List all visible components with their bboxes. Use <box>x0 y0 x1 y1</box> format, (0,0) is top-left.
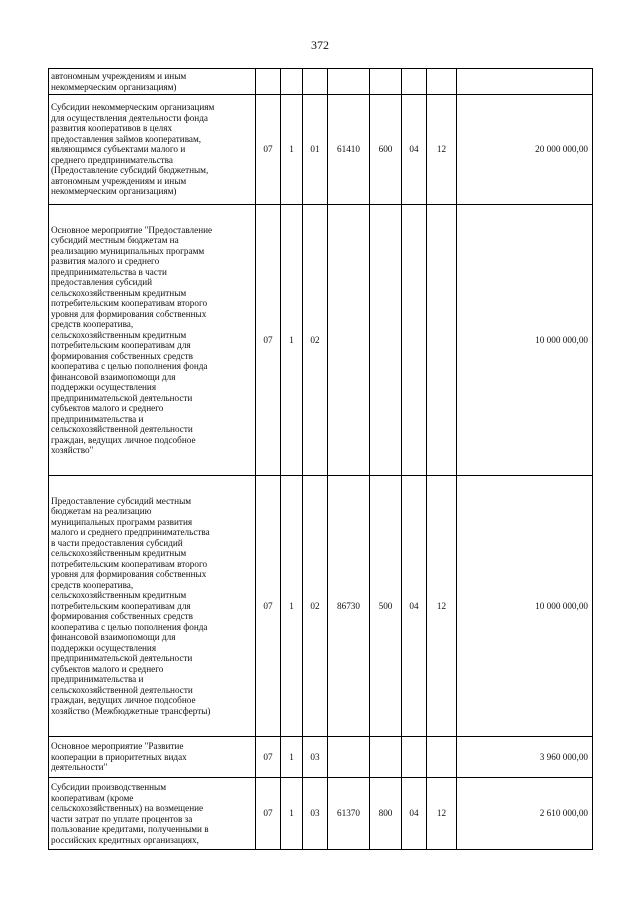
code-expense-type <box>370 737 402 778</box>
code-section: 07 <box>256 737 281 778</box>
code-expense-type: 800 <box>370 778 402 850</box>
code-section: 07 <box>256 205 281 476</box>
code-subprogram: 02 <box>303 205 328 476</box>
code-subprogram: 02 <box>303 476 328 737</box>
code-subsection: 12 <box>427 95 457 205</box>
table-row <box>49 205 593 476</box>
code-subprogram: 03 <box>303 778 328 850</box>
code-direction: 61410 <box>328 95 370 205</box>
code-expense-type: 500 <box>370 476 402 737</box>
code-chapter <box>402 205 427 476</box>
row-amount <box>457 69 593 95</box>
row-description: Предоставление субсидий местным бюджетам на реализацию муниципальных программ развития малого и среднего предпринимательства в части предоставления субсидий сельскохозяйственным кредитным потребительским кооперативам второго уровня для формирования собственных средств кооператива, сельскохозяйственным кредитным потребительским кооперативам для формирования собственных средств кооператива с целью пополнения фонда финансовой взаимопомощи для поддержки осуществления предпринимательской деятельности субъектов малого и среднего предпринимательства и сельскохозяйственной деятельности граждан, ведущих личное подсобное хозяйство (Межбюджетные трансферты) <box>49 476 256 737</box>
code-chapter: 04 <box>402 476 427 737</box>
code-direction <box>328 205 370 476</box>
row-amount: 10 000 000,00 <box>457 205 593 476</box>
row-description: Субсидии производственным кооперативам (кроме сельскохозяйственных) на возмещение части затрат по уплате процентов за пользование кредитами, полученными в российских кредитных организациях, <box>49 778 256 850</box>
code-subprogram: 01 <box>303 95 328 205</box>
row-description: Субсидии некоммерческим организациям для осуществления деятельности фонда развития кооперативов в целях предоставления займов кооперативам, являющимся субъектами малого и среднего предпринимательства (Предоставление субсидий бюджетным, автономным учреждениям и иным некоммерческим организациям) <box>49 95 256 205</box>
code-subprogram: 03 <box>303 737 328 778</box>
code-program: 1 <box>281 95 303 205</box>
table-row <box>49 95 593 205</box>
code-section <box>256 69 281 95</box>
row-description: автономным учреждениям и иным некоммерческим организациям) <box>49 69 256 95</box>
budget-table <box>48 68 593 850</box>
code-expense-type <box>370 69 402 95</box>
code-direction <box>328 737 370 778</box>
table-row <box>49 69 593 95</box>
code-section: 07 <box>256 476 281 737</box>
row-amount: 3 960 000,00 <box>457 737 593 778</box>
code-section: 07 <box>256 778 281 850</box>
code-expense-type <box>370 205 402 476</box>
table-row <box>49 737 593 778</box>
table-body <box>49 69 593 850</box>
code-section: 07 <box>256 95 281 205</box>
page-number: 372 <box>311 38 329 52</box>
row-amount: 10 000 000,00 <box>457 476 593 737</box>
code-direction: 86730 <box>328 476 370 737</box>
code-program: 1 <box>281 778 303 850</box>
code-subsection: 12 <box>427 476 457 737</box>
table-row <box>49 778 593 850</box>
code-program <box>281 69 303 95</box>
code-program: 1 <box>281 737 303 778</box>
code-chapter <box>402 69 427 95</box>
code-subsection <box>427 737 457 778</box>
table-row <box>49 476 593 737</box>
row-description: Основное мероприятие "Развитие кооперации в приоритетных видах деятельности" <box>49 737 256 778</box>
code-chapter: 04 <box>402 95 427 205</box>
code-subsection <box>427 69 457 95</box>
row-description: Основное мероприятие "Предоставление субсидий местным бюджетам на реализацию муниципальных программ развития малого и среднего предпринимательства в части предоставления субсидий сельскохозяйственным кредитным потребительским кооперативам второго уровня для формирования собственных средств кооператива, сельскохозяйственным кредитным потребительским кооперативам для формирования собственных средств кооператива с целью пополнения фонда финансовой взаимопомощи для поддержки осуществления предпринимательской деятельности субъектов малого и среднего предпринимательства и сельскохозяйственной деятельности граждан, ведущих личное подсобное хозяйство" <box>49 205 256 476</box>
code-subsection <box>427 205 457 476</box>
code-program: 1 <box>281 205 303 476</box>
code-chapter <box>402 737 427 778</box>
code-direction <box>328 69 370 95</box>
code-subsection: 12 <box>427 778 457 850</box>
code-subprogram <box>303 69 328 95</box>
row-amount: 2 610 000,00 <box>457 778 593 850</box>
code-expense-type: 600 <box>370 95 402 205</box>
row-amount: 20 000 000,00 <box>457 95 593 205</box>
code-direction: 61370 <box>328 778 370 850</box>
code-program: 1 <box>281 476 303 737</box>
code-chapter: 04 <box>402 778 427 850</box>
